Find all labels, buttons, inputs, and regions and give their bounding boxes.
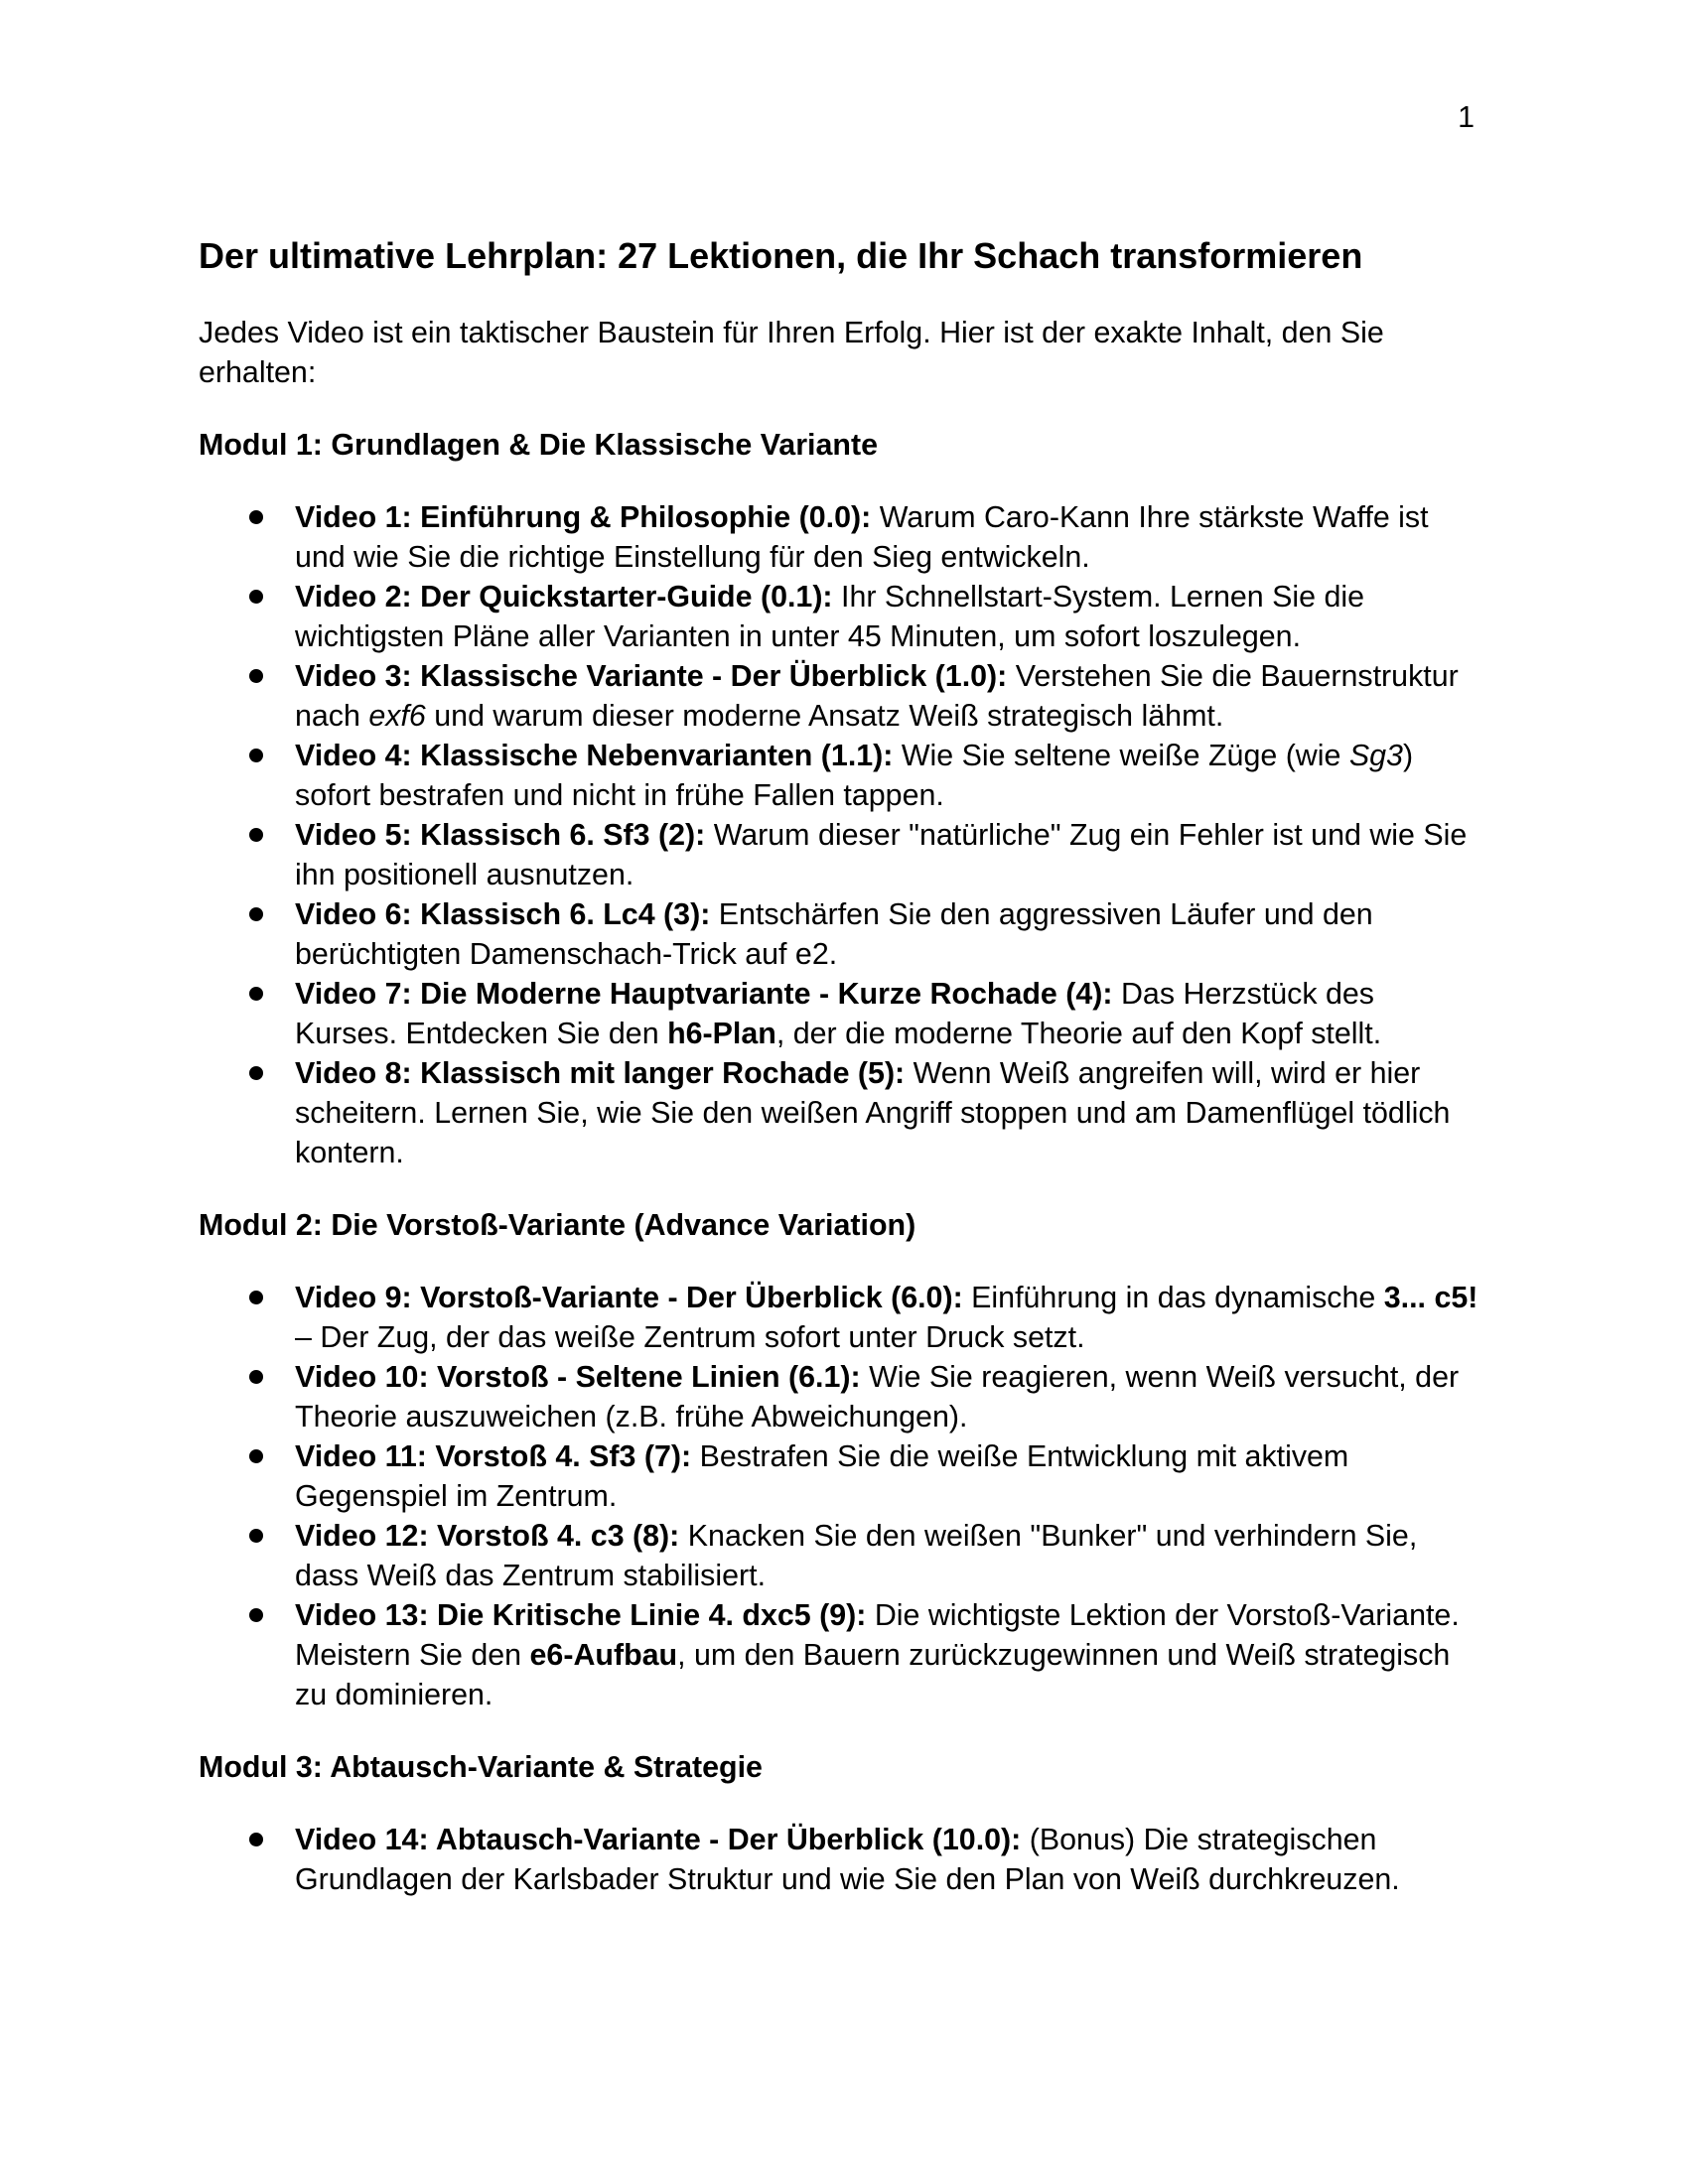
video-description (295, 1278, 1489, 1357)
video-list (199, 497, 1489, 1172)
video-title: Video 4: Klassische Nebenvarianten (1.1): (295, 739, 894, 772)
video-description (295, 894, 1489, 974)
bullet-icon (249, 1529, 263, 1543)
video-text: Wie Sie seltene weiße Züge (wie (901, 739, 1341, 772)
video-description (295, 1357, 1489, 1436)
key-concept: h6-Plan (667, 1017, 776, 1050)
video-text: wichtigsten Pläne aller Varianten in unter 45 Minuten, um sofort loszulegen. (295, 619, 1302, 653)
video-description (295, 815, 1489, 894)
video-text: Warum Caro-Kann Ihre stärkste Waffe ist (879, 500, 1429, 534)
chess-move: Sg3 (1348, 739, 1403, 772)
video-text: ) (1402, 739, 1414, 772)
video-description (295, 497, 1489, 577)
module-3 (199, 1747, 1489, 1899)
bullet-icon (249, 1449, 263, 1463)
video-text: und wie Sie die richtige Einstellung für den Sieg entwickeln. (295, 540, 1090, 574)
video-text: – Der Zug, der das weiße Zentrum sofort unter Druck setzt. (295, 1320, 1085, 1354)
video-text: scheitern. Lernen Sie, wie Sie den weißen Angriff stoppen und am Damenflügel tödlich (295, 1096, 1451, 1130)
bullet-icon (249, 510, 263, 524)
video-text: Kurses. Entdecken Sie den (295, 1017, 659, 1050)
video-text: Ihr Schnellstart-System. Lernen Sie die (841, 580, 1365, 614)
video-text: kontern. (295, 1136, 404, 1169)
video-text: Einführung in das dynamische (971, 1281, 1376, 1314)
video-description (295, 1053, 1489, 1172)
video-description (295, 1820, 1489, 1899)
video-title: Video 9: Vorstoß-Variante - Der Überblick (6.0): (295, 1281, 963, 1314)
video-text: Gegenspiel im Zentrum. (295, 1479, 618, 1513)
video-title: Video 8: Klassisch mit langer Rochade (5): (295, 1056, 906, 1090)
video-text: berüchtigten Damenschach-Trick auf e2. (295, 937, 838, 971)
video-list-item (199, 656, 1489, 736)
video-list-item (199, 1595, 1489, 1714)
video-list-item (199, 1357, 1489, 1436)
intro-paragraph: Jedes Video ist ein taktischer Baustein für Ihren Erfolg. Hier ist der exakte Inhalt, den Sie erhalten: (199, 316, 1384, 389)
video-title: Video 13: Die Kritische Linie 4. dxc5 (9): (295, 1598, 867, 1632)
video-text: Entschärfen Sie den aggressiven Läufer und den (718, 897, 1373, 931)
video-text: sofort bestrafen und nicht in frühe Fallen tappen. (295, 778, 944, 812)
video-description (295, 577, 1489, 656)
module-heading: Modul 2: Die Vorstoß-Variante (Advance Variation) (199, 1208, 916, 1242)
video-title: Video 11: Vorstoß 4. Sf3 (7): (295, 1439, 692, 1473)
video-list-item (199, 497, 1489, 577)
bullet-icon (249, 987, 263, 1001)
video-text: Die wichtigste Lektion der Vorstoß-Variante. (874, 1598, 1460, 1632)
video-text: Warum dieser "natürliche" Zug ein Fehler ist und wie Sie (713, 818, 1468, 852)
module-2 (199, 1205, 1489, 1714)
bullet-icon (249, 1291, 263, 1304)
video-text: zu dominieren. (295, 1678, 493, 1711)
video-list (199, 1278, 1489, 1714)
video-title: Video 3: Klassische Variante - Der Überblick (1.0): (295, 659, 1008, 693)
video-text: Wie Sie reagieren, wenn Weiß versucht, der (869, 1360, 1460, 1394)
bullet-icon (249, 1608, 263, 1622)
video-list-item (199, 1820, 1489, 1899)
video-list-item (199, 815, 1489, 894)
video-list-item (199, 577, 1489, 656)
video-title: Video 2: Der Quickstarter-Guide (0.1): (295, 580, 833, 614)
video-title: Video 10: Vorstoß - Seltene Linien (6.1): (295, 1360, 861, 1394)
document-body (199, 232, 1489, 1899)
module-heading: Modul 3: Abtausch-Variante & Strategie (199, 1750, 763, 1784)
bullet-icon (249, 828, 263, 842)
video-description (295, 974, 1489, 1053)
video-description (295, 1436, 1489, 1516)
video-text: Knacken Sie den weißen "Bunker" und verhindern Sie, (687, 1519, 1418, 1553)
video-text: Theorie auszuweichen (z.B. frühe Abweichungen). (295, 1400, 968, 1433)
video-list-item (199, 1053, 1489, 1172)
video-title: Video 1: Einführung & Philosophie (0.0): (295, 500, 872, 534)
video-text: ihn positionell ausnutzen. (295, 858, 634, 891)
bullet-icon (249, 1833, 263, 1846)
bullet-icon (249, 669, 263, 683)
video-text: nach (295, 699, 360, 733)
video-text: , der die moderne Theorie auf den Kopf stellt. (775, 1017, 1382, 1050)
video-list-item (199, 1516, 1489, 1595)
video-text: Bestrafen Sie die weiße Entwicklung mit aktivem (699, 1439, 1349, 1473)
module-1 (199, 425, 1489, 1172)
document-title: Der ultimative Lehrplan: 27 Lektionen, die Ihr Schach transformieren (199, 235, 1363, 276)
module-heading: Modul 1: Grundlagen & Die Klassische Variante (199, 428, 878, 462)
bullet-icon (249, 749, 263, 762)
video-title: Video 14: Abtausch-Variante - Der Überblick (10.0): (295, 1823, 1022, 1856)
video-text: Wenn Weiß angreifen will, wird er hier (913, 1056, 1421, 1090)
video-title: Video 5: Klassisch 6. Sf3 (2): (295, 818, 706, 852)
video-description (295, 1516, 1489, 1595)
bullet-icon (249, 1066, 263, 1080)
key-concept: e6-Aufbau (529, 1638, 678, 1672)
video-list-item (199, 894, 1489, 974)
video-text: und warum dieser moderne Ansatz Weiß strategisch lähmt. (434, 699, 1224, 733)
video-list-item (199, 1278, 1489, 1357)
video-text: (Bonus) Die strategischen (1029, 1823, 1377, 1856)
chess-move: exf6 (368, 699, 426, 733)
page-number: 1 (1458, 100, 1475, 134)
video-list-item (199, 1436, 1489, 1516)
video-text: Das Herzstück des (1120, 977, 1374, 1011)
video-list (199, 1820, 1489, 1899)
video-title: Video 6: Klassisch 6. Lc4 (3): (295, 897, 711, 931)
video-list-item (199, 736, 1489, 815)
video-description (295, 1595, 1489, 1714)
video-text: Grundlagen der Karlsbader Struktur und wie Sie den Plan von Weiß durchkreuzen. (295, 1862, 1400, 1896)
video-text: , um den Bauern zurückzugewinnen und Weiß strategisch (677, 1638, 1451, 1672)
video-title: Video 7: Die Moderne Hauptvariante - Kurze Rochade (4): (295, 977, 1113, 1011)
video-list-item (199, 974, 1489, 1053)
video-description (295, 656, 1489, 736)
chess-move: 3... c5! (1383, 1281, 1478, 1314)
video-title: Video 12: Vorstoß 4. c3 (8): (295, 1519, 680, 1553)
bullet-icon (249, 1370, 263, 1384)
video-text: dass Weiß das Zentrum stabilisiert. (295, 1559, 767, 1592)
video-text: Verstehen Sie die Bauernstruktur (1015, 659, 1459, 693)
bullet-icon (249, 590, 263, 604)
bullet-icon (249, 907, 263, 921)
video-description (295, 736, 1489, 815)
video-text: Meistern Sie den (295, 1638, 522, 1672)
